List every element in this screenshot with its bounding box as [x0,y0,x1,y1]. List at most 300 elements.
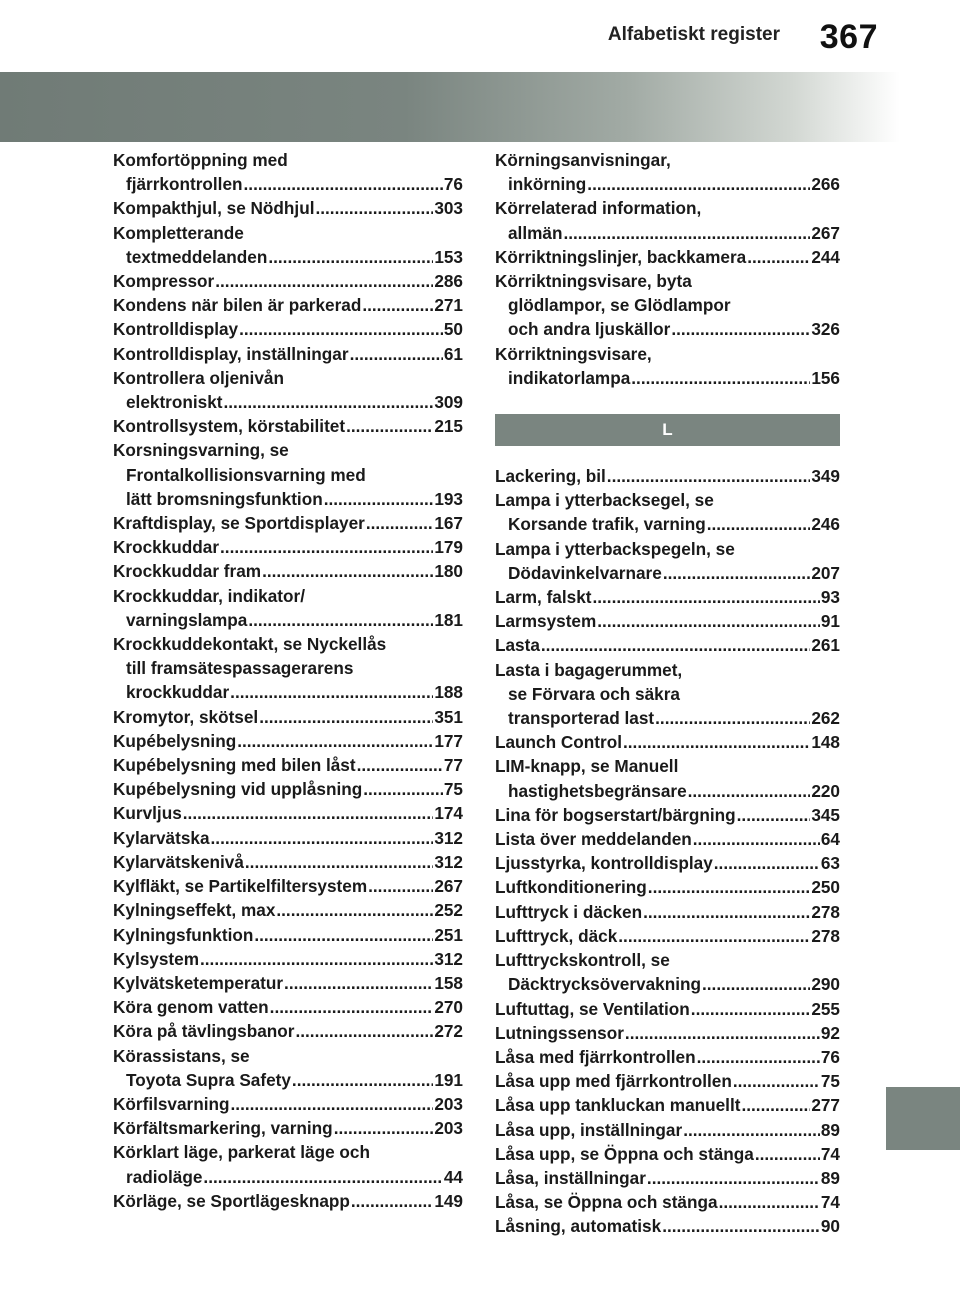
index-entry-text: Körriktningsvisare, [495,343,652,364]
index-entry-text: Korsningsvarning, se [113,440,289,461]
index-page-number: 63 [820,853,840,874]
dot-leader [741,1093,810,1117]
index-entry [495,1190,840,1214]
dot-leader [662,1214,820,1238]
index-page-number: 76 [443,174,463,195]
dot-leader [231,1092,434,1116]
index-entry-line [113,487,463,511]
index-page-number: 153 [434,246,463,267]
index-entry-text: Lutningssensor [495,1022,624,1043]
index-page-number: 89 [820,1167,840,1188]
dot-leader [203,1165,442,1189]
index-entry-text: Lina för bogserstart/bärgning [495,804,736,825]
index-entry-line [495,1045,840,1069]
index-page-number: 255 [811,998,840,1019]
index-entry-line [113,584,463,608]
index-page-number: 349 [811,466,840,487]
index-entry-line [113,971,463,995]
index-entry [113,923,463,947]
section-header-l [495,414,840,446]
index-entry [113,705,463,729]
dot-leader [276,898,433,922]
index-entry-text: Körningsanvisningar, [495,150,671,170]
index-entry-text: Körriktningslinjer, backkamera [495,246,747,267]
index-page-number: 74 [820,1192,840,1213]
index-page-number: 267 [434,876,463,897]
index-page-number: 207 [811,562,840,583]
dot-leader [350,342,443,366]
index-page-number: 203 [434,1093,463,1114]
header-title: Alfabetiskt register [607,24,780,45]
index-entry-text: Låsa, inställningar [495,1167,646,1188]
dot-leader [362,293,433,317]
index-page-number: 312 [434,851,463,872]
dot-leader [714,851,820,875]
index-column-left [113,148,463,1213]
index-entry-text: Låsa, se Öppna och stänga [495,1192,718,1213]
dot-leader [663,561,811,585]
index-entry-line [113,632,463,656]
index-entry [113,221,463,269]
index-entry [113,1044,463,1092]
index-page-number: 266 [811,174,840,195]
index-entry [495,1021,840,1045]
index-entry [495,803,840,827]
index-page-number: 167 [434,513,463,534]
index-page-number: 326 [811,319,840,340]
index-entry-line [495,779,840,803]
index-entry-line [113,1068,463,1092]
decorative-banner [0,72,900,142]
dot-leader [211,826,434,850]
index-entry-text: krockkuddar [126,682,230,703]
index-entry [113,1116,463,1140]
dot-leader [737,803,811,827]
index-page-number: 244 [811,246,840,267]
index-entry-text: Kylfläkt, se Partikelfiltersystem [113,876,368,897]
dot-leader [268,245,433,269]
index-entry [495,245,840,269]
index-page-number: 44 [443,1166,463,1187]
index-entry-text: Lampa i ytterbacksegel, se [495,490,714,511]
index-entry [113,850,463,874]
index-entry-line [495,730,840,754]
dot-leader [346,414,433,438]
index-entry [495,537,840,585]
index-page-number: 220 [811,780,840,801]
index-entry [113,414,463,438]
index-entry-text: Däcktrycksövervakning [508,974,701,995]
index-page-number: 286 [434,271,463,292]
index-page-number: 262 [811,708,840,729]
index-entry-text: Krockkuddekontakt, se Nyckellås [113,634,387,655]
section-letter: L [662,419,673,439]
index-entry-line [113,680,463,704]
index-entry [113,1140,463,1188]
index-entry-text: Ljusstyrka, kontrolldisplay [495,853,713,874]
index-entry-text: Låsa upp, se Öppna och stänga [495,1143,754,1164]
dot-leader [239,317,443,341]
index-entry-line [113,196,463,220]
dot-leader [607,464,811,488]
index-entry-line [495,1214,840,1238]
index-page-number: 252 [434,900,463,921]
index-entry-line [113,511,463,535]
index-entry-text: Komfortöppning med [113,150,288,170]
index-entry-text: Toyota Supra Safety [126,1069,291,1090]
index-page-number: 75 [443,779,463,800]
index-entry [495,658,840,731]
index-page-number: 270 [434,997,463,1018]
index-entry [113,826,463,850]
dot-leader [262,559,433,583]
dot-leader [368,874,433,898]
index-entry-line [495,1069,840,1093]
index-entry-line [113,874,463,898]
index-entry-text: Kylsystem [113,948,199,969]
index-entry-line [113,1019,463,1043]
dot-leader [315,196,433,220]
index-entry-text: Kontrollera oljenivån [113,367,284,388]
page-number: 367 [819,18,878,56]
index-entry-line [113,390,463,414]
index-entry-line [113,923,463,947]
index-entry-text: Låsa upp, inställningar [495,1119,683,1140]
dot-leader [592,585,819,609]
index-entry-line [113,535,463,559]
index-entry-text: Lasta [495,635,540,656]
index-page-number: 277 [811,1095,840,1116]
index-page-number: 309 [434,392,463,413]
index-page-number: 203 [434,1118,463,1139]
index-page-number: 215 [434,416,463,437]
index-entry-line [113,463,463,487]
index-entry-text: Krockkuddar, indikator/ [113,585,305,606]
index-entry [495,1093,840,1117]
index-entry-line [495,609,840,633]
index-entry-text: Kontrolldisplay [113,319,239,340]
index-entry [113,801,463,825]
index-entry [495,900,840,924]
index-page-number: 251 [434,924,463,945]
index-entry [113,317,463,341]
index-page-number: 312 [434,827,463,848]
index-entry [495,827,840,851]
index-entry [113,1092,463,1116]
index-entry-line [495,464,840,488]
index-entry-text: Larm, falskt [495,587,592,608]
index-page-number: 90 [820,1216,840,1237]
dot-leader [671,317,810,341]
index-entry-line [113,269,463,293]
index-entry [113,584,463,632]
index-entry [113,342,463,366]
index-page-number: 345 [811,804,840,825]
index-page-number: 158 [434,972,463,993]
dot-leader [655,706,810,730]
dot-leader [245,850,433,874]
index-entry [113,559,463,583]
dot-leader [223,390,433,414]
dot-leader [215,269,433,293]
dot-leader [618,924,810,948]
index-group-k [495,148,840,390]
index-entry-line [495,827,840,851]
index-entry-text: Krockkuddar [113,537,220,558]
index-entry-line [113,1189,463,1213]
index-entry-line [495,366,840,390]
index-entry-text: Lasta i bagagerummet, [495,659,683,680]
index-page-number: 267 [811,222,840,243]
index-entry [495,948,840,996]
index-entry-text: Låsa upp tankluckan manuellt [495,1095,741,1116]
index-entry [113,971,463,995]
index-entry-text: Körassistans, se [113,1045,250,1066]
index-page-number: 77 [443,755,463,776]
index-page-number: 180 [434,561,463,582]
index-entry [113,511,463,535]
dot-leader [334,1116,434,1140]
index-entry-line [113,850,463,874]
index-entry-text: Frontalkollisionsvarning med [126,464,366,485]
index-entry-text: Kontrollsystem, körstabilitet [113,416,346,437]
index-entry-line [113,826,463,850]
index-page-number: 181 [434,609,463,630]
dot-leader [284,971,433,995]
index-entry-line [495,948,840,972]
dot-leader [648,875,811,899]
index-page-number: 74 [820,1143,840,1164]
index-entry-line [113,1140,463,1164]
index-entry-line [113,898,463,922]
index-entry-text: Körfilsvarning [113,1093,230,1114]
dot-leader [643,900,810,924]
index-page-number: 93 [820,587,840,608]
dot-leader [200,947,433,971]
index-entry [113,366,463,414]
dot-leader [719,1190,820,1214]
index-entry-line [113,317,463,341]
index-entry [113,293,463,317]
index-entry-line [113,559,463,583]
index-entry-line [113,172,463,196]
index-page-number: 92 [820,1022,840,1043]
index-entry-text: fjärrkontrollen [126,174,243,195]
index-page-number: 174 [434,803,463,824]
index-page-number: 61 [443,343,463,364]
index-entry-line [495,997,840,1021]
index-entry-text: se Förvara och säkra [508,683,680,704]
index-page-number: 303 [434,198,463,219]
dot-leader [702,972,810,996]
index-entry-line [113,729,463,753]
dot-leader [691,997,811,1021]
index-entry-text: Låsa med fjärrkontrollen [495,1046,696,1067]
index-entry [495,924,840,948]
index-entry-line [495,585,840,609]
index-entry-line [113,366,463,390]
index-entry-line [113,753,463,777]
dot-leader [647,1166,820,1190]
index-page-number: 89 [820,1119,840,1140]
index-entry-line [495,537,840,561]
index-entry-line [113,947,463,971]
index-entry-text: Launch Control [495,732,622,753]
index-entry-text: lätt bromsningsfunktion [126,488,323,509]
index-entry-line [495,245,840,269]
index-entry-line [113,221,463,245]
index-entry [113,632,463,705]
index-page-number: 156 [811,367,840,388]
index-entry-text: hastighetsbegränsare [508,780,687,801]
dot-leader [363,777,443,801]
index-entry-line [495,754,840,778]
dot-leader [295,1019,433,1043]
dot-leader [755,1142,820,1166]
index-entry-line [113,293,463,317]
index-entry-text: inkörning [508,174,587,195]
dot-leader [324,487,434,511]
index-entry [113,898,463,922]
index-entry-line [113,148,463,172]
index-page-number: 272 [434,1021,463,1042]
index-entry [113,1189,463,1213]
index-group-l [495,464,840,1239]
index-entry-line [495,172,840,196]
index-entry-line [495,342,840,366]
index-page-number: 50 [443,319,463,340]
index-entry-line [495,875,840,899]
index-column-right [495,148,840,1239]
index-entry-line [495,851,840,875]
index-entry [113,729,463,753]
index-entry-line [113,1165,463,1189]
index-entry [495,609,840,633]
index-page-number: 278 [811,901,840,922]
index-entry [495,1069,840,1093]
index-entry-text: indikatorlampa [508,367,631,388]
index-entry-text: Lufttryck i däcken [495,901,643,922]
index-entry-line [495,972,840,996]
index-entry-text: Körriktningsvisare, byta [495,271,692,292]
index-entry-text: Kupébelysning vid upplåsning [113,779,363,800]
index-entry [495,1166,840,1190]
index-page-number: 75 [820,1071,840,1092]
index-entry-text: Kylvätsketemperatur [113,972,284,993]
index-page-number: 191 [434,1069,463,1090]
index-page-number: 64 [820,829,840,850]
dot-leader [237,729,433,753]
index-entry-line [113,705,463,729]
index-entry [113,947,463,971]
dot-leader [697,1045,820,1069]
index-entry [113,777,463,801]
dot-leader [693,827,820,851]
index-entry [495,875,840,899]
index-entry-text: textmeddelanden [126,246,268,267]
index-entry-line [113,438,463,462]
index-entry-text: varningslampa [126,609,248,630]
index-entry-text: elektroniskt [126,392,223,413]
index-entry [113,438,463,511]
index-entry-text: Kylarvätska [113,827,210,848]
dot-leader [625,1021,820,1045]
dot-leader [254,923,433,947]
index-page-number: 271 [434,295,463,316]
index-entry-text: Korsande trafik, varning [508,514,706,535]
index-page-number: 148 [811,732,840,753]
index-page-number: 76 [820,1046,840,1067]
dot-leader [248,608,433,632]
index-entry-line [113,777,463,801]
index-entry [495,754,840,802]
index-entry-text: Kompressor [113,271,215,292]
index-page-number: 250 [811,877,840,898]
index-entry-text: Kupébelysning [113,730,237,751]
index-entry [113,148,463,196]
dot-leader [244,172,443,196]
index-entry-text: Kylningsfunktion [113,924,254,945]
index-entry-text: Lampa i ytterbackspegeln, se [495,538,735,559]
index-entry-text: Kondens när bilen är parkerad [113,295,362,316]
dot-leader [292,1068,433,1092]
index-entry-line [495,1166,840,1190]
dot-leader [623,730,810,754]
index-entry-text: Kraftdisplay, se Sportdisplayer [113,513,365,534]
index-page-number: 246 [811,514,840,535]
index-entry-text: Kromytor, skötsel [113,706,259,727]
index-entry-line [113,342,463,366]
dot-leader [563,221,810,245]
index-entry-line [495,1190,840,1214]
index-entry-line [495,221,840,245]
index-entry-line [113,1116,463,1140]
index-page-number: 351 [434,706,463,727]
chapter-tab [886,1087,960,1150]
index-entry-text: LIM-knapp, se Manuell [495,756,679,777]
index-entry-text: Låsa upp med fjärrkontrollen [495,1071,732,1092]
index-entry [495,269,840,342]
dot-leader [270,995,434,1019]
index-entry-line [495,488,840,512]
index-entry [495,851,840,875]
dot-leader [366,511,433,535]
index-entry [495,196,840,244]
dot-leader [747,245,810,269]
index-entry [113,753,463,777]
index-entry-line [495,1021,840,1045]
index-entry-line [113,245,463,269]
index-entry-line [113,1092,463,1116]
index-entry-line [495,293,840,317]
index-entry-text: Kompletterande [113,222,244,243]
index-entry-text: Dödavinkelvarnare [508,562,662,583]
index-entry-text: Luftuttag, se Ventilation [495,998,690,1019]
index-entry-text: till framsätespassagerarens [126,658,354,679]
index-entry-text: Låsning, automatisk [495,1216,662,1237]
index-page-number: 188 [434,682,463,703]
index-page-number: 312 [434,948,463,969]
index-entry-line [495,1118,840,1142]
index-page-number: 290 [811,974,840,995]
index-page-number: 149 [434,1190,463,1211]
index-entry-line [495,512,840,536]
index-entry-text: Körläge, se Sportlägesknapp [113,1190,350,1211]
index-entry-line [495,658,840,682]
index-entry [495,342,840,390]
index-entry-line [495,633,840,657]
index-entry-line [495,1142,840,1166]
